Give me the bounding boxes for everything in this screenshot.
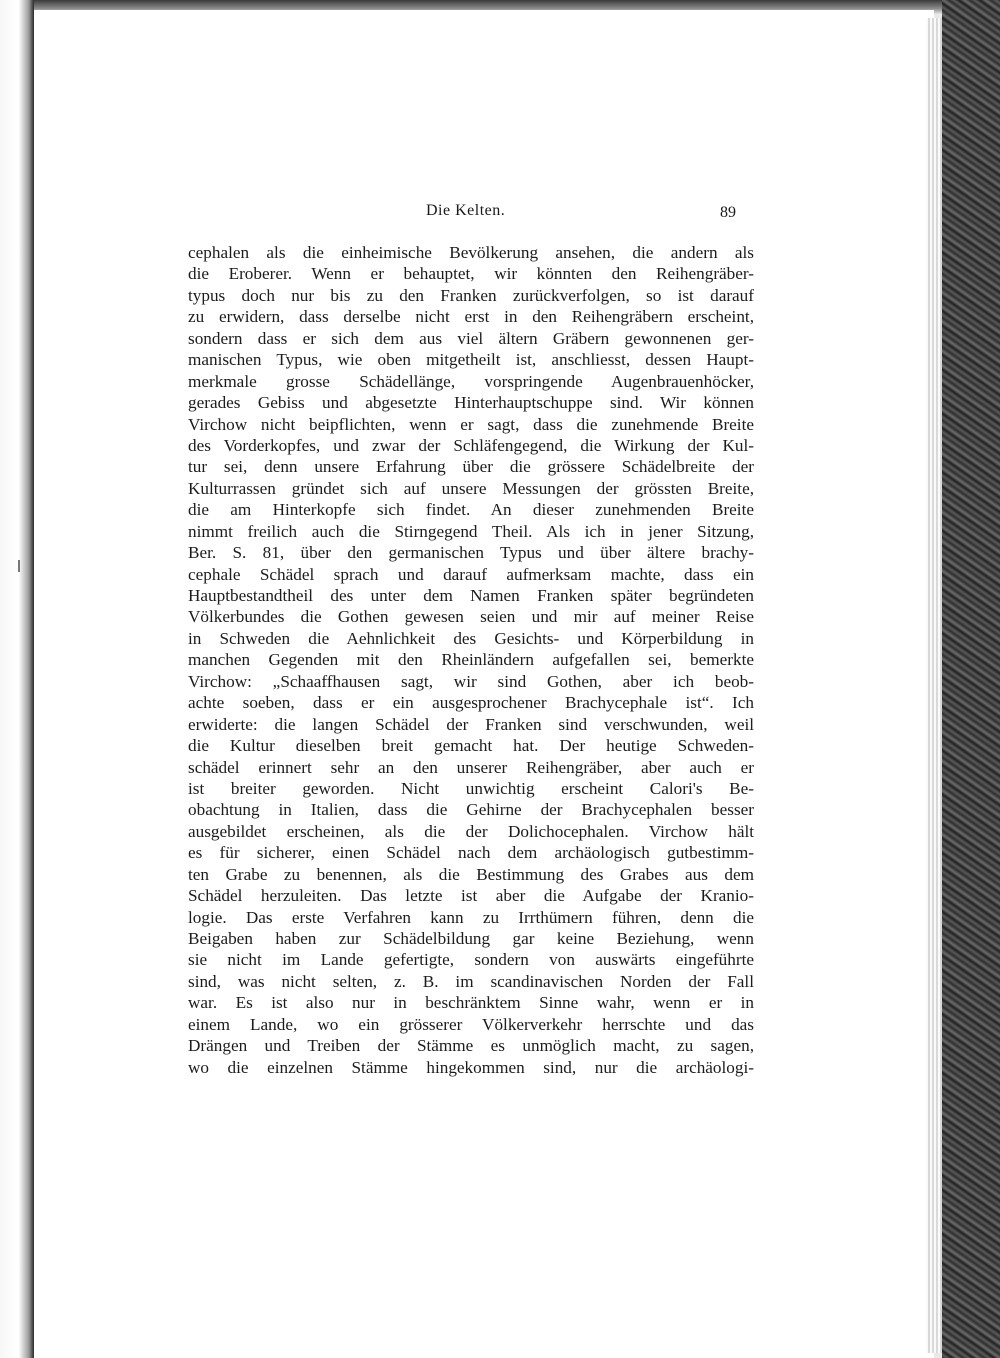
text-line: ausgebildet erscheinen, als die der Dolichocephalen. Virchow hält	[188, 821, 754, 841]
text-line: sondern dass er sich dem aus viel ältern Gräbern gewonnenen ger-	[188, 328, 754, 348]
text-line: des Vorderkopfes, und zwar der Schläfengegend, die Wirkung der Kul-	[188, 435, 754, 455]
text-line: einem Lande, wo ein grösserer Völkerverkehr herrschte und das	[188, 1014, 754, 1034]
marbled-cover-board	[942, 0, 1000, 1358]
text-line: tur sei, denn unsere Erfahrung über die grössere Schädelbreite der	[188, 457, 754, 477]
text-line: manischen Typus, wie oben mitgetheilt ist, anschliesst, dessen Haupt-	[188, 350, 754, 370]
text-line: war. Es ist also nur in beschränktem Sinne wahr, wenn er in	[188, 993, 754, 1013]
text-line: Kulturrassen gründet sich auf unsere Messungen der grössten Breite,	[188, 478, 754, 498]
text-line: typus doch nur bis zu den Franken zurückverfolgen, so ist darauf	[188, 285, 754, 305]
text-line: wo die einzelnen Stämme hingekommen sind, nur die archäologi-	[188, 1057, 754, 1077]
text-line: manchen Gegenden mit den Rheinländern aufgefallen sei, bemerkte	[188, 650, 754, 670]
body-text	[188, 242, 754, 1078]
text-line: obachtung in Italien, dass die Gehirne der Brachycephalen besser	[188, 800, 754, 820]
text-line: Virchow: „Schaaffhausen sagt, wir sind Gothen, aber ich beob-	[188, 671, 754, 691]
text-line: logie. Das erste Verfahren kann zu Irrthümern führen, denn die	[188, 907, 754, 927]
text-line: cephale Schädel sprach und darauf aufmerksam machte, dass ein	[188, 564, 754, 584]
text-line: erwiderte: die langen Schädel der Franken sind verschwunden, weil	[188, 714, 754, 734]
page-header	[34, 202, 934, 226]
text-line: die Eroberer. Wenn er behauptet, wir könnten den Reihengräber-	[188, 264, 754, 284]
text-line: in Schweden die Aehnlichkeit des Gesichts- und Körperbildung in	[188, 628, 754, 648]
text-line: die Kultur dieselben breit gemacht hat. Der heutige Schweden-	[188, 736, 754, 756]
page	[34, 10, 934, 1358]
text-line: achte soeben, dass er ein ausgesprochener Brachycephale ist“. Ich	[188, 693, 754, 713]
text-line: Schädel herzuleiten. Das letzte ist aber die Aufgabe der Kranio-	[188, 886, 754, 906]
text-line: sie nicht im Lande gefertigte, sondern von auswärts eingeführte	[188, 950, 754, 970]
text-line: merkmale grosse Schädellänge, vorspringende Augenbrauenhöcker,	[188, 371, 754, 391]
text-line: Virchow nicht beipflichten, wenn er sagt, dass die zunehmende Breite	[188, 414, 754, 434]
text-line: Völkerbundes die Gothen gewesen seien und mir auf meiner Reise	[188, 607, 754, 627]
running-head: Die Kelten.	[426, 202, 506, 219]
stray-mark	[18, 560, 20, 572]
text-line: gerades Gebiss und abgesetzte Hinterhauptschuppe sind. Wir können	[188, 393, 754, 413]
text-line: Hauptbestandtheil des unter dem Namen Franken später begründeten	[188, 586, 754, 605]
facing-page-gutter	[0, 0, 34, 1358]
text-line: Ber. S. 81, über den germanischen Typus und über ältere brachy-	[188, 543, 754, 563]
text-line: ten Grabe zu benennen, als die Bestimmung des Grabes aus dem	[188, 864, 754, 884]
text-line: es für sicherer, einen Schädel nach dem archäologisch gutbestimm-	[188, 843, 754, 863]
text-line: ist breiter geworden. Nicht unwichtig erscheint Calori's Be-	[188, 778, 754, 798]
text-line: schädel erinnert sehr an den unserer Reihengräber, aber auch er	[188, 757, 754, 777]
text-line: Drängen und Treiben der Stämme es unmöglich macht, zu sagen,	[188, 1036, 754, 1056]
text-line: sind, was nicht selten, z. B. im scandinavischen Norden der Fall	[188, 971, 754, 991]
text-line: cephalen als die einheimische Bevölkerung ansehen, die andern als	[188, 243, 754, 262]
text-line: Beigaben haben zur Schädelbildung gar keine Beziehung, wenn	[188, 929, 754, 948]
page-number: 89	[720, 204, 736, 221]
text-line: die am Hinterkopfe sich findet. An dieser zunehmenden Breite	[188, 500, 754, 520]
text-line: zu erwidern, dass derselbe nicht erst in den Reihengräbern erscheint,	[188, 307, 754, 327]
text-line: nimmt freilich auch die Stirngegend Theil. Als ich in jener Sitzung,	[188, 521, 754, 541]
